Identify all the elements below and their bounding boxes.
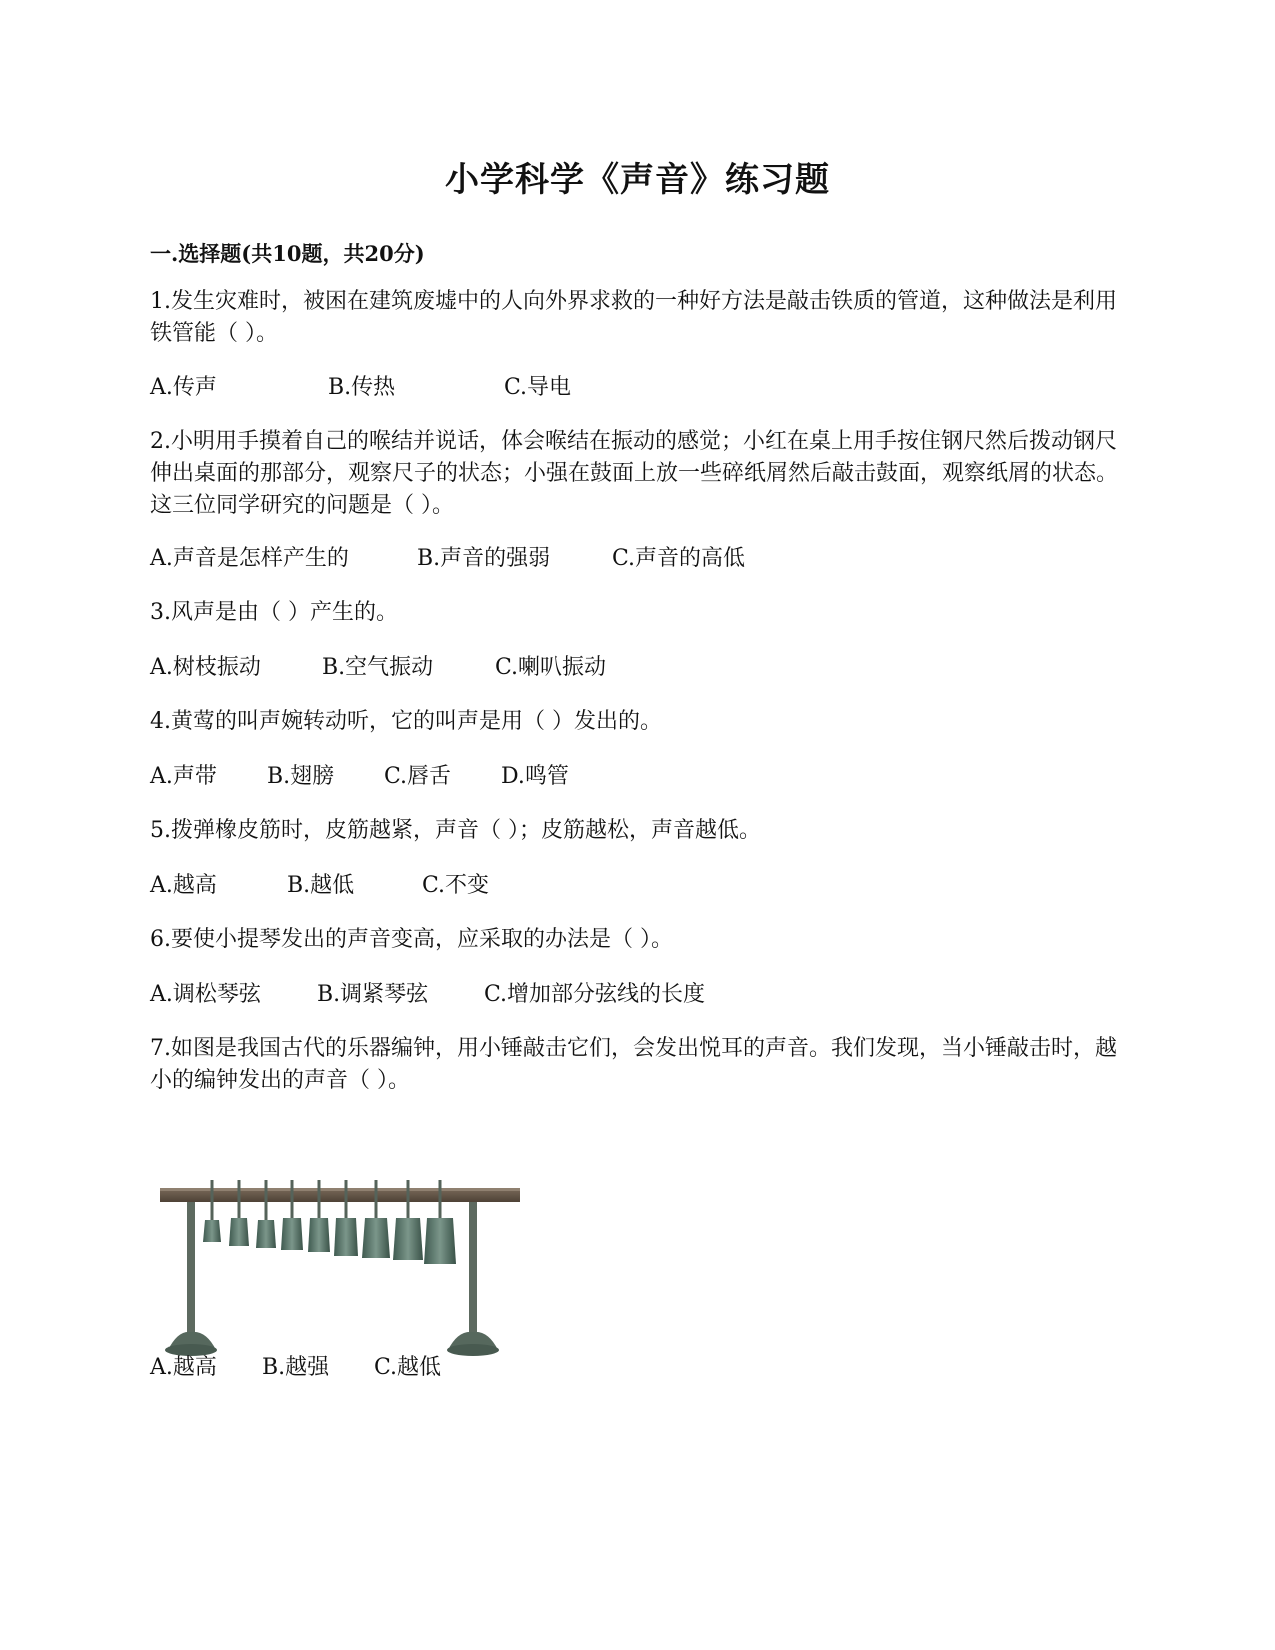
section-heading: 一.选择题(共10题，共20分) <box>150 241 425 266</box>
option-c[interactable]: C.唇舌 <box>384 764 452 789</box>
option-a[interactable]: A.声带 <box>150 764 217 789</box>
question-2-options <box>150 543 745 575</box>
option-a[interactable]: A.传声 <box>150 375 217 400</box>
option-c[interactable]: C.增加部分弦线的长度 <box>484 982 706 1007</box>
option-a[interactable]: A.声音是怎样产生的 <box>150 546 349 571</box>
page-title: 小学科学《声音》练习题 <box>445 160 830 200</box>
option-a[interactable]: A.调松琴弦 <box>150 982 261 1007</box>
question-4-options <box>150 761 569 793</box>
question-4: 4.黄莺的叫声婉转动听，它的叫声是用（ ）发出的。 <box>150 709 662 734</box>
option-a[interactable]: A.越高 <box>150 1355 217 1380</box>
option-c[interactable]: C.不变 <box>422 873 490 898</box>
option-b[interactable]: B.越强 <box>262 1355 330 1380</box>
option-a[interactable]: A.树枝振动 <box>150 655 261 680</box>
option-b[interactable]: B.空气振动 <box>322 655 434 680</box>
bianzhong-image <box>158 1180 528 1370</box>
question-5-options <box>150 870 489 902</box>
option-b[interactable]: B.声音的强弱 <box>417 546 551 571</box>
question-6-options <box>150 979 705 1011</box>
question-7-options <box>150 1352 441 1384</box>
question-3-options <box>150 652 606 684</box>
question-3: 3.风声是由（ ）产生的。 <box>150 600 398 625</box>
option-b[interactable]: B.调紧琴弦 <box>317 982 429 1007</box>
question-5: 5.拨弹橡皮筋时，皮筋越紧，声音（ ）；皮筋越松，声音越低。 <box>150 818 761 843</box>
option-b[interactable]: B.传热 <box>328 375 396 400</box>
question-6: 6.要使小提琴发出的声音变高，应采取的办法是（ ）。 <box>150 927 673 952</box>
option-c[interactable]: C.声音的高低 <box>612 546 746 571</box>
option-a[interactable]: A.越高 <box>150 873 217 898</box>
option-c[interactable]: C.越低 <box>374 1355 442 1380</box>
option-c[interactable]: C.喇叭振动 <box>495 655 607 680</box>
question-1: 1.发生灾难时，被困在建筑废墟中的人向外界求救的一种好方法是敲击铁质的管道，这种做法是利用铁管能（ ）。 <box>150 289 1117 346</box>
option-b[interactable]: B.越低 <box>287 873 355 898</box>
question-7: 7.如图是我国古代的乐器编钟，用小锤敲击它们，会发出悦耳的声音。我们发现，当小锤敲击时，越小的编钟发出的声音（ ）。 <box>150 1036 1117 1093</box>
option-d[interactable]: D.鸣管 <box>501 764 569 789</box>
question-1-options <box>150 372 571 404</box>
option-c[interactable]: C.导电 <box>504 375 572 400</box>
option-b[interactable]: B.翅膀 <box>267 764 335 789</box>
question-2: 2.小明用手摸着自己的喉结并说话，体会喉结在振动的感觉；小红在桌上用手按住钢尺然后拨动钢尺伸出桌面的那部分，观察尺子的状态；小强在鼓面上放一些碎纸屑然后敲击鼓面，观察纸屑的状态。这三位同学研究的问题是（ ）。 <box>150 429 1119 518</box>
